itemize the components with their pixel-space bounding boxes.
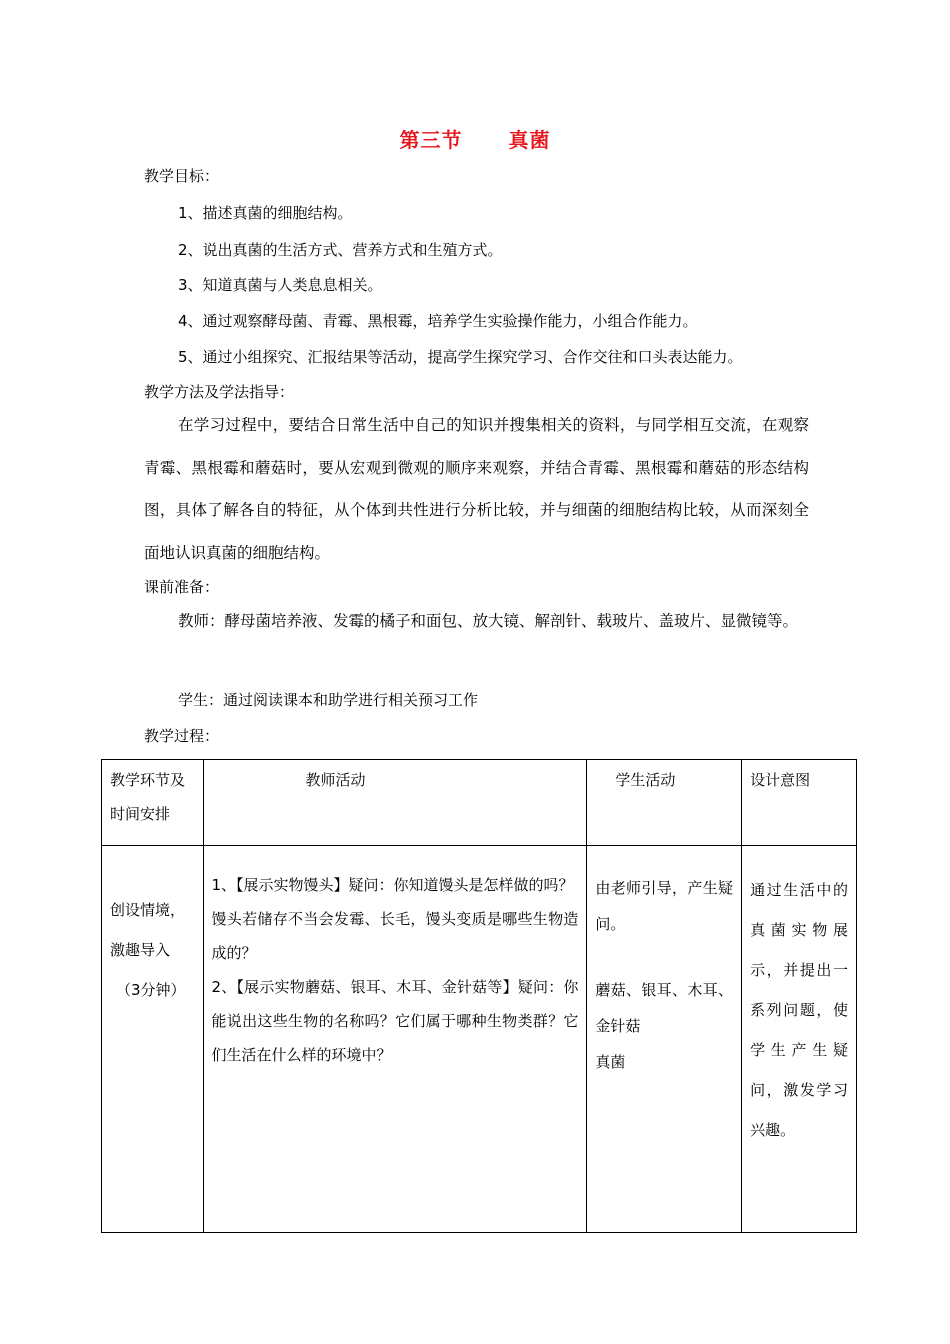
teaching-process-table	[101, 759, 857, 1233]
header-teacher: 教师活动	[203, 760, 587, 846]
process-heading: 教学过程：	[144, 727, 220, 745]
table-row	[102, 846, 857, 1233]
objective-item: 1、描述真菌的细胞结构。	[178, 204, 353, 222]
teacher-activity-line: 馒头若储存不当会发霉、长毛，馒头变质是哪些生物造成的？	[211, 910, 579, 962]
page-title	[0, 124, 950, 153]
student-activity-line: 真菌	[595, 1053, 626, 1071]
objective-item: 3、知道真菌与人类息息相关。	[178, 276, 383, 294]
header-intent: 设计意图	[742, 760, 857, 846]
methods-heading: 教学方法及学法指导：	[144, 383, 295, 401]
teacher-activity-line: 1、【展示实物馒头】疑问：你知道馒头是怎样做的吗？	[211, 876, 574, 894]
table-header-row	[102, 760, 857, 846]
methods-paragraph: 在学习过程中，要结合日常生活中自己的知识并搜集相关的资料，与同学相互交流，在观察青霉、黑根霉和蘑菇时，要从宏观到微观的顺序来观察，并结合青霉、黑根霉和蘑菇的形态结构图，具体了解各自的特征，从个体到共性进行分析比较，并与细菌的细胞结构比较，从而深刻全面地认识真菌的细胞结构。	[144, 416, 809, 562]
teacher-activity-cell	[203, 846, 587, 1233]
objective-item: 2、说出真菌的生活方式、营养方式和生殖方式。	[178, 241, 503, 259]
stage-cell	[102, 846, 204, 1233]
stage-line: 激趣导入	[110, 941, 171, 959]
section-name: 真菌	[508, 128, 551, 152]
student-activity-cell	[587, 846, 742, 1233]
design-intent-cell: 通过生活中的真菌实物展示，并提出一系列问题，使学生产生疑问，激发学习兴趣。	[742, 846, 857, 1233]
objectives-heading: 教学目标：	[144, 167, 220, 185]
objective-item: 4、通过观察酵母菌、青霉、黑根霉，培养学生实验操作能力，小组合作能力。	[178, 312, 698, 330]
stage-line: （3分钟）	[116, 981, 186, 999]
preparation-student: 学生：通过阅读课本和助学进行相关预习工作	[178, 691, 479, 709]
objective-item: 5、通过小组探究、汇报结果等活动，提高学生探究学习、合作交往和口头表达能力。	[178, 348, 743, 366]
preparation-teacher: 教师：酵母菌培养液、发霉的橘子和面包、放大镜、解剖针、载玻片、盖玻片、显微镜等。	[178, 612, 799, 630]
section-number: 第三节	[399, 128, 463, 152]
student-activity-line: 蘑菇、银耳、木耳、金针菇	[595, 981, 734, 1035]
stage-line: 创设情境，	[110, 901, 186, 919]
header-stage: 教学环节及时间安排	[102, 760, 204, 846]
preparation-heading: 课前准备：	[144, 578, 220, 596]
teacher-activity-line: 2、【展示实物蘑菇、银耳、木耳、金针菇等】疑问：你能说出这些生物的名称吗？它们属于哪种生物类群？它们生活在什么样的环境中？	[211, 978, 579, 1064]
student-activity-line: 由老师引导，产生疑问。	[595, 879, 734, 933]
header-student: 学生活动	[587, 760, 742, 846]
